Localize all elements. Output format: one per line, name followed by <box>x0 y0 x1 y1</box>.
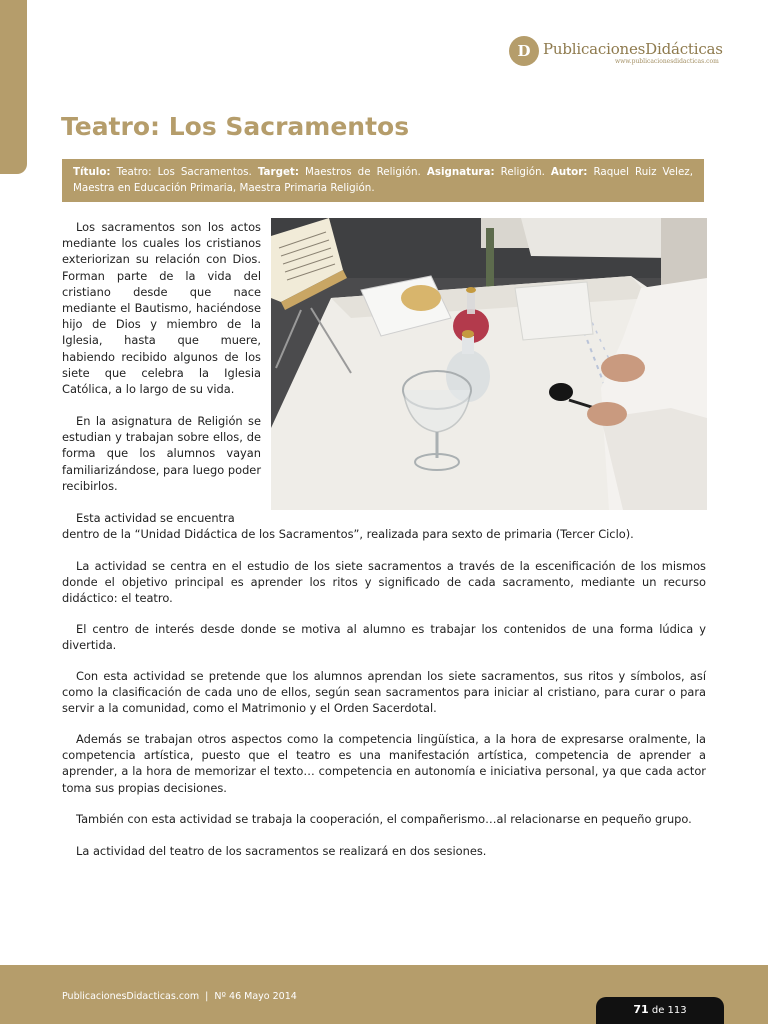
footer-site[interactable]: PublicacionesDidacticas.com <box>62 991 200 1002</box>
autor-label: Autor: <box>550 166 588 178</box>
paragraph-5: El centro de interés desde donde se motiva al alumno es trabajar los contenidos de una forma lúdica y divertida. <box>62 622 706 653</box>
page-total: de 113 <box>651 1005 687 1016</box>
page-number: 71 <box>633 1003 649 1016</box>
target-label: Target: <box>257 166 299 178</box>
page-footer <box>0 965 768 1024</box>
paragraph-3-end: dentro de la “Unidad Didáctica de los Sacramentos”, realizada para sexto de primaria (Tercer Ciclo). <box>62 527 634 541</box>
article-info-box <box>62 159 704 202</box>
footer-issue: Nº 46 Mayo 2014 <box>214 991 297 1002</box>
page-title: Teatro: Los Sacramentos <box>61 112 410 141</box>
asignatura-label: Asignatura: <box>426 166 495 178</box>
publisher-logo[interactable] <box>509 36 731 72</box>
paragraph-4: La actividad se centra en el estudio de los siete sacramentos a través de la escenificación de los mismos donde el objetivo principal es aprender los ritos y significado de cada sacramento, mediante un recurso didáctico: el teatro. <box>62 559 706 606</box>
footer-info <box>62 991 297 1002</box>
paragraph-2: En la asignatura de Religión se estudian y trabajan sobre ellos, de forma que los alumnos vayan familiarizándose, para luego poder recibirlos. <box>62 414 261 493</box>
paragraph-1: Los sacramentos son los actos mediante los cuales los cristianos exteriorizan su relación con Dios. Forman parte de la vida del cristiano desde que nace mediante el Bautismo, haciéndose hijo de Dios y miembro de la Iglesia, hasta que muere, habiendo recibido algunos de los siete que celebra la Iglesia Católica, a lo largo de su vida. <box>62 220 261 397</box>
paragraph-7: Además se trabajan otros aspectos como la competencia lingüística, a la hora de expresarse oralmente, la competencia artística, puesto que el teatro es una manifestación artística, competencia de aprender a aprender, a la hora de memorizar el texto… competencia en autonomía e iniciativa personal, ya que cada actor toma sus propias decisiones. <box>62 732 706 795</box>
logo-mark-icon: D <box>509 36 539 66</box>
asignatura-value: Religión. <box>500 166 545 178</box>
autor-value: Raquel Ruiz Velez, Maestra en Educación Primaria, Maestra Primaria Religión. <box>73 166 693 194</box>
titulo-value: Teatro: Los Sacramentos. <box>116 166 252 178</box>
logo-name: PublicacionesDidácticas <box>543 40 723 58</box>
page-number-tab <box>596 997 724 1024</box>
titulo-label: Título: <box>73 166 111 178</box>
paragraph-8: También con esta actividad se trabaja la cooperación, el compañerismo…al relacionarse en pequeño grupo. <box>76 812 692 826</box>
side-tab-decoration <box>0 0 27 174</box>
footer-separator: | <box>205 991 209 1002</box>
paragraph-3-start: Esta actividad se encuentra <box>76 511 235 525</box>
target-value: Maestros de Religión. <box>305 166 421 178</box>
logo-url: www.publicacionesdidacticas.com <box>615 58 719 65</box>
sacraments-table-photo <box>271 218 707 510</box>
paragraph-9: La actividad del teatro de los sacramentos se realizará en dos sesiones. <box>76 844 487 858</box>
paragraph-6: Con esta actividad se pretende que los alumnos aprendan los siete sacramentos, sus ritos y símbolos, así como la clasificación de cada uno de ellos, según sean sacramentos para iniciar al cristiano, para curar o para servir a la comunidad, como el Matrimonio y el Orden Sacerdotal. <box>62 669 706 716</box>
